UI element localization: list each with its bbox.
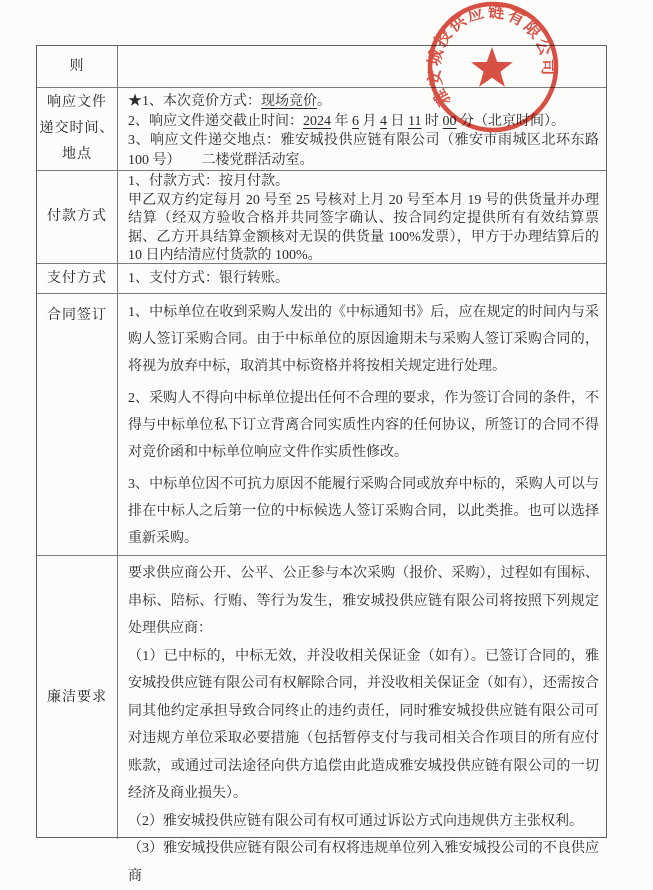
deadline-day: 4 — [380, 113, 387, 129]
submission-place-line: 3、响应文件递交地点：雅安城投供应链有限公司（雅安市雨城区北环东路 100 号） 二楼党群活动室。 — [128, 133, 599, 168]
row-content-submission — [118, 88, 606, 171]
row-label-submission-time-place — [37, 88, 118, 171]
integrity-intro: 要求供应商公开、公平、公正参与本次采购（报价、采购），过程如有围标、串标、陪标、行贿、等行为发生，雅安城投供应链有限公司将按照下列规定处理供应商： — [128, 566, 599, 636]
row-content-integrity — [118, 556, 606, 884]
contract-clause-3: 3、中标单位因不可抗力原因不能履行采购合同或放弃中标的，采购人可以与排在中标人之后第一位的中标候选人签订采购合同，以此类推。也可以选择重新采购。 — [128, 477, 599, 546]
row-content-contract-signing — [118, 294, 606, 556]
pay-channel-line: 1、支付方式：银行转账。 — [128, 271, 289, 286]
row-content-pay-channel — [118, 264, 606, 294]
contract-clause-2: 2、采购人不得向中标单位提出任何不合理的要求，作为签订合同的条件，不得与中标单位私下订立背离合同实质性内容的任何协议，所签订的合同不得对竞价函和中标单位响应文件作实质性修改。 — [128, 391, 599, 460]
payment-settlement-para: 甲乙双方约定每月 20 号至 25 号核对上月 20 号至本月 19 号的供货量并办理结算（经双方验收合格并共同签字确认、按合同约定提供所有有效结算票据、乙方开具结算金额核对无误的供货量 100%发票），甲方于办理结算后的 10 日内结清应付货款的 100%。 — [128, 192, 599, 264]
row-label-line: 地点 — [62, 147, 92, 162]
contract-clause-1: 1、中标单位在收到采购人发出的《中标通知书》后，应在规定的时间内与采购人签订采购合同。由于中标单位的原因逾期未与采购人签订采购合同的，将视为放弃中标，取消其中标资格并将按相关规定进行处理。 — [128, 305, 599, 374]
procurement-terms-table — [36, 45, 607, 884]
integrity-clause-2: （2）雅安城投供应链有限公司有权可通过诉讼方式向违规供方主张权利。 — [128, 813, 583, 829]
integrity-clause-1: （1）已中标的，中标无效，并没收相关保证金（如有）。已签订合同的，雅安城投供应链有限公司有权解除合同，并没收相关保证金（如有），还需按合同其他约定承担导致合同终止的违约责任，同时雅安城投供应链有限公司可对违规方单位采取必要措施（包括暂停支付与我司相关合作项目的所有应付账款，或通过司法途径向供方追偿由此造成雅安城投供应链有限公司的一切经济及商业损失）。 — [128, 648, 599, 801]
row-label-line: 响应文件 — [47, 95, 107, 110]
row-label-line: 递交时间、 — [39, 121, 115, 136]
deadline-line: 2、响应文件递交截止时间：2024 年 6 月 4 日 11 时 00 分（北京时间）。 — [128, 113, 565, 129]
deadline-month: 6 — [352, 113, 359, 129]
row-content-rule-empty — [118, 46, 606, 88]
deadline-year: 2024 — [303, 113, 331, 129]
row-label-text: 支付方式 — [47, 270, 107, 286]
row-label-rule-fragment — [37, 46, 118, 88]
row-content-payment-terms — [118, 171, 606, 264]
row-label-payment-terms — [37, 171, 118, 264]
row-label-text: 合同签订 — [47, 308, 107, 323]
bidding-method-value: 现场竞价 — [261, 94, 317, 109]
integrity-clause-3: （3）雅安城投供应链有限公司有权将违规单位列入雅安城投公司的不良供应商 — [128, 841, 599, 884]
row-label-text: 则 — [69, 58, 85, 74]
deadline-hour: 11 — [408, 113, 422, 129]
deadline-minute: 00 — [442, 113, 457, 129]
bidding-method-line: ★1、本次竞价方式：现场竞价。 — [128, 94, 331, 109]
payment-method-line: 1、付款方式：按月付款。 — [128, 174, 289, 189]
row-label-contract-signing — [37, 294, 118, 556]
row-label-text: 付款方式 — [47, 209, 107, 224]
row-label-pay-channel — [37, 264, 118, 294]
row-label-integrity — [37, 556, 118, 839]
row-label-text: 廉洁要求 — [47, 689, 107, 705]
seal-company-name: 雅安城投供应链有限公司 — [424, 1, 558, 110]
